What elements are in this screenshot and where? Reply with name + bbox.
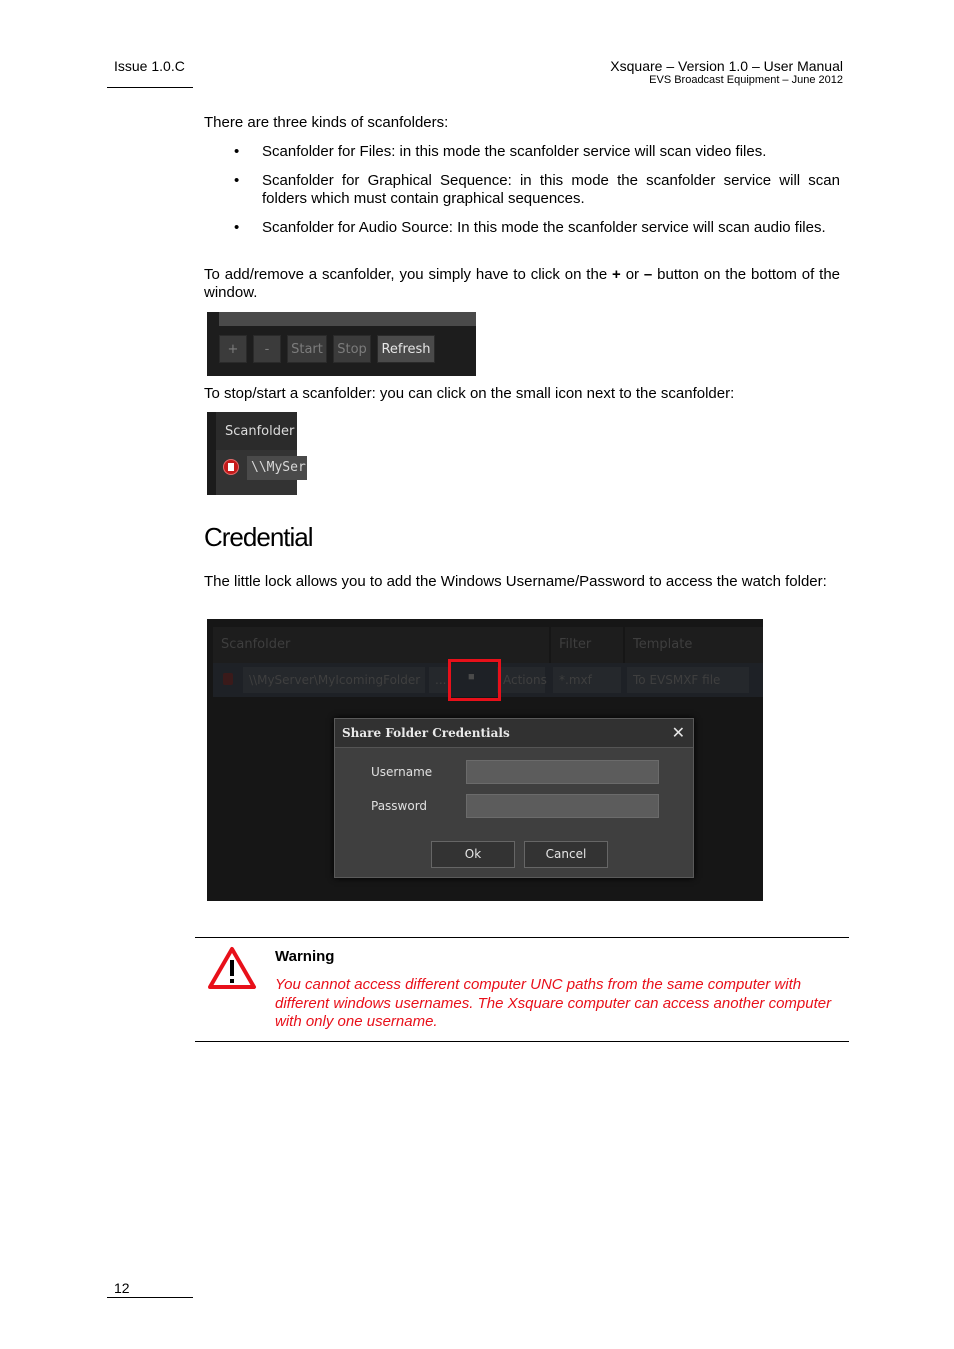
add-scanfolder-button[interactable]: + xyxy=(219,335,247,363)
warning-top-rule xyxy=(195,937,849,938)
header-rule xyxy=(107,87,193,88)
scanfolder-kinds-list xyxy=(234,143,840,248)
add-remove-text-3: button on the bottom of the window. xyxy=(204,266,840,301)
list-bottom-edge xyxy=(219,312,476,326)
username-label: Username xyxy=(371,765,433,779)
page-number: 12 xyxy=(114,1280,130,1296)
username-field[interactable] xyxy=(466,760,659,784)
toolbar-screenshot xyxy=(207,312,476,376)
scanfolder-path-field[interactable]: \\MyServer\MyIcomingFolder xyxy=(243,667,425,693)
password-label: Password xyxy=(371,799,428,813)
warning-triangle-icon xyxy=(208,946,256,990)
add-remove-paragraph xyxy=(204,266,840,302)
list-item: • Scanfolder for Audio Source: In this mode the scanfolder service will scan audio files. xyxy=(234,219,840,237)
column-header-template: Template xyxy=(625,627,763,663)
column-header-scanfolder: Scanfolder xyxy=(213,627,549,663)
close-icon[interactable]: ✕ xyxy=(671,723,685,742)
scanfolder-path-field[interactable]: \\MySer xyxy=(247,456,307,480)
remove-scanfolder-button[interactable]: - xyxy=(253,335,281,363)
share-folder-credentials-dialog xyxy=(334,718,694,878)
refresh-button[interactable]: Refresh xyxy=(377,335,435,363)
plus-symbol: + xyxy=(612,266,621,283)
issue-label: Issue 1.0.C xyxy=(114,58,185,74)
filter-field[interactable]: *.mxf xyxy=(553,667,621,693)
password-field[interactable] xyxy=(466,794,659,818)
add-remove-text-2: or xyxy=(620,266,644,283)
column-header-filter: Filter xyxy=(551,627,623,663)
scanfolder-screenshot xyxy=(207,412,306,495)
cancel-button[interactable]: Cancel xyxy=(524,841,608,868)
section-heading: Credential xyxy=(204,522,313,552)
lock-highlight-box xyxy=(448,659,501,701)
document-title: Xsquare – Version 1.0 – User Manual xyxy=(610,58,843,74)
start-button[interactable]: Start xyxy=(287,335,327,363)
browse-button[interactable]: ... xyxy=(429,667,451,693)
stop-button[interactable]: Stop xyxy=(333,335,371,363)
warning-text: You cannot access different computer UNC paths from the same computer with different windows usernames. The Xsquare computer can access another computer with only one username. xyxy=(275,976,832,1030)
minus-symbol: – xyxy=(643,266,653,283)
footer-rule xyxy=(107,1297,193,1298)
credential-paragraph: The little lock allows you to add the Windows Username/Password to access the watch folder: xyxy=(204,573,827,590)
add-remove-text-1: To add/remove a scanfolder, you simply have to click on the xyxy=(204,266,613,283)
list-item: • Scanfolder for Graphical Sequence: in this mode the scanfolder service will scan folders which must contain graphical sequences. xyxy=(234,172,840,208)
lock-icon[interactable]: ■ xyxy=(468,671,475,683)
stop-start-paragraph: To stop/start a scanfolder: you can click on the small icon next to the scanfolder: xyxy=(204,385,735,402)
document-subtitle: EVS Broadcast Equipment – June 2012 xyxy=(649,74,843,86)
credential-screenshot xyxy=(207,619,763,901)
actions-button[interactable]: Actions xyxy=(497,667,545,693)
template-select[interactable]: To EVSMXF file xyxy=(627,667,749,693)
scanfolder-column-header: Scanfolder xyxy=(216,412,297,450)
dialog-title: Share Folder Credentials xyxy=(342,726,510,740)
stop-start-icon[interactable] xyxy=(223,673,233,685)
list-item: • Scanfolder for Files: in this mode the scanfolder service will scan video files. xyxy=(234,143,840,161)
warning-title: Warning xyxy=(275,948,335,965)
intro-paragraph: There are three kinds of scanfolders: xyxy=(204,114,449,131)
ok-button[interactable]: Ok xyxy=(431,841,515,868)
stop-start-icon[interactable] xyxy=(223,459,239,475)
warning-bottom-rule xyxy=(195,1041,849,1042)
